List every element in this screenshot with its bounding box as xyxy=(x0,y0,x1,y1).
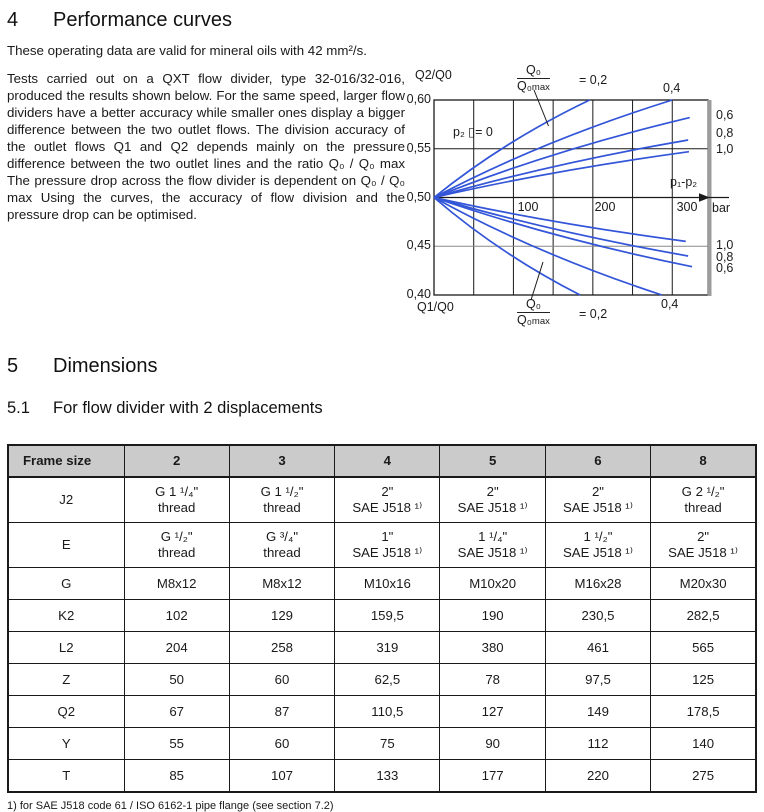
fraction-numerator: Q₀ xyxy=(517,64,550,79)
table-cell xyxy=(440,477,545,523)
row-label: Q2 xyxy=(8,696,124,728)
y-axis-label-top: Q2/Q0 xyxy=(415,68,452,82)
cell-line: thread xyxy=(157,545,196,560)
cell-line: G ¹/₂" xyxy=(160,529,193,544)
table-row xyxy=(8,477,756,523)
x-tick-100: 100 xyxy=(517,200,539,214)
column-header-frame-size: Frame size xyxy=(8,445,124,477)
section-title: Dimensions xyxy=(53,355,158,377)
curve-label-04-top: 0,4 xyxy=(663,81,681,95)
table-cell xyxy=(229,477,334,523)
fraction-numerator: Q₀ xyxy=(517,298,550,313)
fraction-equals-bottom: = 0,2 xyxy=(579,307,608,321)
column-header-size: 8 xyxy=(651,445,756,477)
table-cell: 149 xyxy=(545,696,650,728)
y-tick-050: 0,50 xyxy=(406,190,431,204)
curve-label-06-top: 0,6 xyxy=(716,108,734,122)
column-header-size: 2 xyxy=(124,445,229,477)
table-cell xyxy=(545,477,650,523)
table-cell: 159,5 xyxy=(335,600,440,632)
x-tick-300: 300 xyxy=(676,200,698,214)
table-cell: 50 xyxy=(124,664,229,696)
table-row xyxy=(8,600,756,632)
cell-line: 1" xyxy=(381,529,394,544)
x-axis-unit: bar xyxy=(712,201,731,215)
cell-line: G ³/₄" xyxy=(265,529,299,544)
table-cell: M10x16 xyxy=(335,568,440,600)
cell-line: SAE J518 ¹⁾ xyxy=(352,545,423,560)
curve-label-10-top: 1,0 xyxy=(716,142,734,156)
cell-line: thread xyxy=(684,500,722,515)
curve-label-10-bottom: 1,0 xyxy=(716,238,734,252)
cell-line: 1 ¹/₄" xyxy=(478,529,508,544)
section-number: 5 xyxy=(7,355,19,377)
table-cell: 178,5 xyxy=(651,696,756,728)
row-label: L2 xyxy=(8,632,124,664)
footnote-sae-j518: 1) for SAE J518 code 61 / ISO 6162-1 pipe flange (see section 7.2) xyxy=(7,800,334,812)
table-row xyxy=(8,568,756,600)
y-tick-060: 0,60 xyxy=(406,92,431,106)
table-cell: M10x20 xyxy=(440,568,545,600)
table-cell: 258 xyxy=(229,632,334,664)
table-cell: 112 xyxy=(545,728,650,760)
table-cell xyxy=(124,477,229,523)
table-cell: 60 xyxy=(229,664,334,696)
table-cell: 67 xyxy=(124,696,229,728)
table-row xyxy=(8,632,756,664)
table-cell: 461 xyxy=(545,632,650,664)
table-cell: 97,5 xyxy=(545,664,650,696)
cell-line: thread xyxy=(263,545,301,560)
table-cell: 190 xyxy=(440,600,545,632)
x-axis-label: p₁-p₂ xyxy=(670,175,698,189)
table-cell: 78 xyxy=(440,664,545,696)
cell-line: G 1 ¹/₂" xyxy=(260,484,304,499)
table-cell: 319 xyxy=(335,632,440,664)
cell-line: SAE J518 ¹⁾ xyxy=(563,545,633,560)
cell-line: G 1 ¹/₄" xyxy=(155,484,199,499)
y-tick-055: 0,55 xyxy=(406,141,431,155)
y-tick-040: 0,40 xyxy=(406,287,431,301)
table-cell xyxy=(651,523,756,568)
table-cell: 125 xyxy=(651,664,756,696)
table-cell: 220 xyxy=(545,760,650,793)
table-cell: 55 xyxy=(124,728,229,760)
table-cell: 85 xyxy=(124,760,229,793)
table-cell: 140 xyxy=(651,728,756,760)
table-cell: 107 xyxy=(229,760,334,793)
row-label: T xyxy=(8,760,124,793)
table-cell: M16x28 xyxy=(545,568,650,600)
table-row xyxy=(8,664,756,696)
cell-line: G 2 ¹/₂" xyxy=(681,484,725,499)
row-label: Z xyxy=(8,664,124,696)
table-cell: 102 xyxy=(124,600,229,632)
table-cell xyxy=(335,523,440,568)
y-axis-label-bottom: Q1/Q0 xyxy=(417,300,454,314)
flow-ratio-curve xyxy=(434,152,689,198)
table-cell: 87 xyxy=(229,696,334,728)
table-cell: 110,5 xyxy=(335,696,440,728)
table-cell: 204 xyxy=(124,632,229,664)
cell-line: SAE J518 ¹⁾ xyxy=(457,545,528,560)
table-cell: 127 xyxy=(440,696,545,728)
section-title: For flow divider with 2 displacements xyxy=(53,399,323,417)
cell-line: SAE J518 ¹⁾ xyxy=(563,500,633,515)
table-cell xyxy=(545,523,650,568)
annotation-leader-top xyxy=(534,90,549,126)
table-cell xyxy=(651,477,756,523)
flow-ratio-curve xyxy=(434,198,686,242)
table-cell: 133 xyxy=(335,760,440,793)
section-4-heading xyxy=(7,8,757,32)
table-cell: M8x12 xyxy=(229,568,334,600)
performance-curves-section xyxy=(7,8,757,354)
section-5-1-heading xyxy=(7,398,757,418)
cell-line: 1 ¹/₂" xyxy=(583,529,613,544)
table-cell: 275 xyxy=(651,760,756,793)
annotation-leader-bottom xyxy=(531,262,543,300)
table-row xyxy=(8,760,756,793)
y-tick-045: 0,45 xyxy=(406,238,431,252)
cell-line: 2" xyxy=(697,529,710,544)
table-cell: 60 xyxy=(229,728,334,760)
dimensions-table xyxy=(7,444,757,793)
ratio-fraction-top xyxy=(517,64,550,94)
table-cell: M8x12 xyxy=(124,568,229,600)
table-cell: 129 xyxy=(229,600,334,632)
curve-label-06-bottom: 0,6 xyxy=(716,261,734,275)
cell-line: SAE J518 ¹⁾ xyxy=(457,500,528,515)
body-text-column xyxy=(7,42,405,223)
section-number: 4 xyxy=(7,9,19,31)
dimensions-table-header xyxy=(8,445,756,477)
section-title: Performance curves xyxy=(53,9,232,31)
cell-line: SAE J518 ¹⁾ xyxy=(668,545,739,560)
paragraph-mineral-oils: These operating data are valid for mineral oils with 42 mm²/s. xyxy=(7,43,367,58)
column-header-size: 6 xyxy=(545,445,650,477)
table-cell: 90 xyxy=(440,728,545,760)
table-cell: 177 xyxy=(440,760,545,793)
cell-line: thread xyxy=(157,500,196,515)
p2-condition-label: p₂ ▯= 0 xyxy=(453,125,493,139)
table-cell: 282,5 xyxy=(651,600,756,632)
performance-curve-chart xyxy=(403,62,764,354)
table-cell: 75 xyxy=(335,728,440,760)
fraction-denominator: Q₀max xyxy=(517,79,550,93)
table-cell xyxy=(335,477,440,523)
table-cell: 565 xyxy=(651,632,756,664)
table-cell xyxy=(229,523,334,568)
section-5-heading xyxy=(7,354,757,378)
fraction-denominator: Q₀max xyxy=(517,313,550,327)
cell-line: 2" xyxy=(591,484,604,499)
column-header-size: 4 xyxy=(335,445,440,477)
section-number: 5.1 xyxy=(7,399,30,417)
row-label: K2 xyxy=(8,600,124,632)
table-cell: 380 xyxy=(440,632,545,664)
table-cell: 230,5 xyxy=(545,600,650,632)
column-header-size: 3 xyxy=(229,445,334,477)
row-label: G xyxy=(8,568,124,600)
table-cell xyxy=(440,523,545,568)
row-label: Y xyxy=(8,728,124,760)
table-cell: M20x30 xyxy=(651,568,756,600)
cell-line: thread xyxy=(263,500,301,515)
table-cell xyxy=(124,523,229,568)
ratio-fraction-bottom xyxy=(517,298,550,328)
x-tick-200: 200 xyxy=(594,200,616,214)
paragraph-test-description: Tests carried out on a QXT flow divider, type 32-016/32-016, produced the results shown below. For the same speed, larger flow dividers have a better accuracy while smaller ones display a bigger difference between the two outlet flows. The division accuracy of the outlet flows Q1 and Q2 depends mainly on the pressure difference between the two outlet lines and the ratio Q₀ / Q₀ max The pressure drop across the flow divider is dependent on Q₀ / Q₀ max Using the curves, the accuracy of flow division and the pressure drop can be optimised. xyxy=(7,71,405,222)
fraction-equals-top: = 0,2 xyxy=(579,73,608,87)
cell-line: 2" xyxy=(486,484,499,499)
row-label: E xyxy=(8,523,124,568)
curve-label-08-top: 0,8 xyxy=(716,126,734,140)
table-row xyxy=(8,523,756,568)
curve-label-04-bottom: 0,4 xyxy=(661,297,679,311)
table-row xyxy=(8,696,756,728)
column-header-size: 5 xyxy=(440,445,545,477)
cell-line: SAE J518 ¹⁾ xyxy=(352,500,423,515)
row-label: J2 xyxy=(8,477,124,523)
curve-label-08-bottom: 0,8 xyxy=(716,250,734,264)
table-cell: 62,5 xyxy=(335,664,440,696)
dimensions-table-body xyxy=(8,477,756,792)
table-row xyxy=(8,728,756,760)
cell-line: 2" xyxy=(381,484,394,499)
